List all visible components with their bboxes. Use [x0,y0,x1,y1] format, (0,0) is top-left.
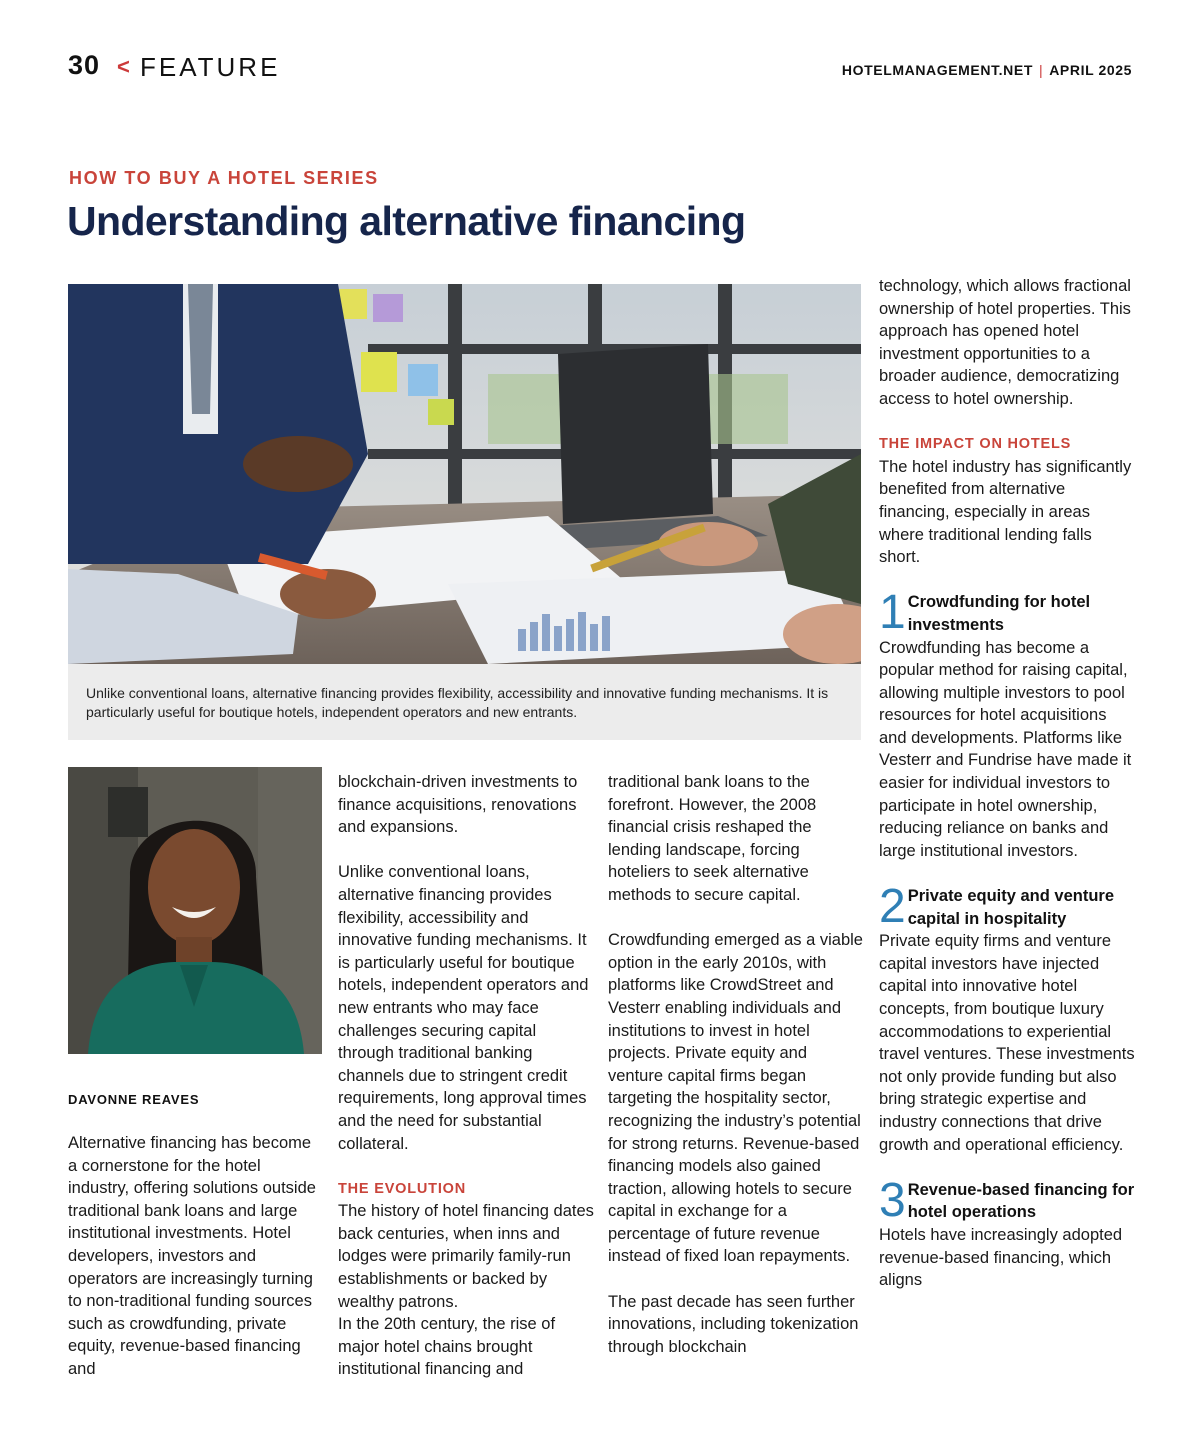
body-column-3 [608,771,864,1358]
paragraph: traditional bank loans to the forefront. However, the 2008 financial crisis reshaped the lending landscape, forcing hoteliers to seek alternative methods to secure capital. [608,773,817,904]
body-column-4 [879,275,1135,1292]
author-name: DAVONNE REAVES [68,1092,200,1107]
paragraph: The hotel industry has significantly benefited from alternative financing, especially in areas where traditional lending falls short. [879,457,1132,567]
item-title: Private equity and venture capital in hospitality [907,887,1115,928]
subheading-evolution: THE EVOLUTION [338,1180,467,1197]
subheading-impact: THE IMPACT ON HOTELS [879,436,1072,453]
numbered-item [879,1173,1135,1292]
item-body: Hotels have increasingly adopted revenue-based financing, which aligns [879,1225,1123,1290]
paragraph: Unlike conventional loans, alternative financing provides flexibility, accessibility and innovative funding mechanisms. It is particularly useful for boutique hotels, independent operators and new entrants who may face challenges securing capital through traditional banking channels due to stringent credit requirements, long approval times and the need for substantial collateral. [338,863,589,1153]
paragraph: In the 20th century, the rise of major hotel chains brought institutional financing and [338,1315,556,1379]
paragraph: Alternative financing has become a cornerstone for the hotel industry, offering solutions outside traditional bank loans and large institutional investments. Hotel developers, investors and operators are increasingly turning to non-traditional funding sources such as crowdfunding, private equity, revenue-based financing and [68,1134,316,1378]
separator: | [1038,62,1044,78]
publication-name: HOTELMANAGEMENT.NET [841,62,1033,78]
paragraph: The history of hotel financing dates back centuries, when inns and lodges were primarily family-run establishments or backed by wealthy patrons. [338,1202,594,1311]
page-number: 30 [68,50,101,80]
item-body: Private equity firms and venture capital investors have injected capital into innovative hotel concepts, from boutique luxury accommodations to experiential travel ventures. These investments not only provide funding but also bring strategic expertise and industry connections that drive growth and operational efficiency. [879,932,1135,1154]
body-column-1 [68,1132,324,1381]
publication-info [842,62,1132,78]
numbered-item [879,880,1135,1156]
hero-photo [68,284,861,664]
hero-caption: Unlike conventional loans, alternative financing provides flexibility, accessibility and innovative funding mechanisms. It is particularly useful for boutique hotels, independent operators and new entrants. [86,685,829,720]
author-portrait [68,767,322,1054]
numbered-item-heading [879,1173,1135,1227]
paragraph: The past decade has seen further innovations, including tokenization through blockchain [608,1292,859,1356]
item-number: 3 [879,1173,906,1227]
numbered-item-heading [879,880,1135,934]
body-column-2 [338,771,594,1381]
headline: Understanding alternative financing [67,198,746,244]
paragraph: blockchain-driven investments to finance acquisitions, renovations and expansions. [338,773,578,837]
issue-date: APRIL 2025 [1049,62,1132,78]
chevron-left-icon: < [117,54,130,79]
paragraph: Crowdfunding emerged as a viable option in the early 2010s, with platforms like CrowdStreet and Vesterr enabling individuals and institutions to invest in hotel projects. Private equity and venture capital firms began targeting the hospitality sector, recognizing the industry’s potential for strong returns. Revenue-based financing models also gained traction, allowing hotels to secure capital in exchange for a percentage of future revenue instead of fixed loan repayments. [608,931,863,1266]
numbered-item-heading [879,586,1135,640]
item-title: Revenue-based financing for hotel operations [907,1180,1135,1222]
section-label: FEATURE [140,52,281,82]
item-title: Crowdfunding for hotel investments [907,593,1091,634]
item-number: 1 [879,586,906,640]
series-label: HOW TO BUY A HOTEL SERIES [69,168,379,188]
item-number: 2 [879,880,906,934]
item-body: Crowdfunding has become a popular method for raising capital, allowing multiple investors to pool resources for hotel acquisitions and developments. Platforms like Vesterr and Fundrise have made it easier for individual investors to participate in hotel ownership, reducing reliance on banks and large institutional investors. [879,638,1132,860]
paragraph: technology, which allows fractional ownership of hotel properties. This approach has opened hotel investment opportunities to a broader audience, democratizing access to hotel ownership. [879,277,1131,408]
numbered-item [879,586,1135,862]
